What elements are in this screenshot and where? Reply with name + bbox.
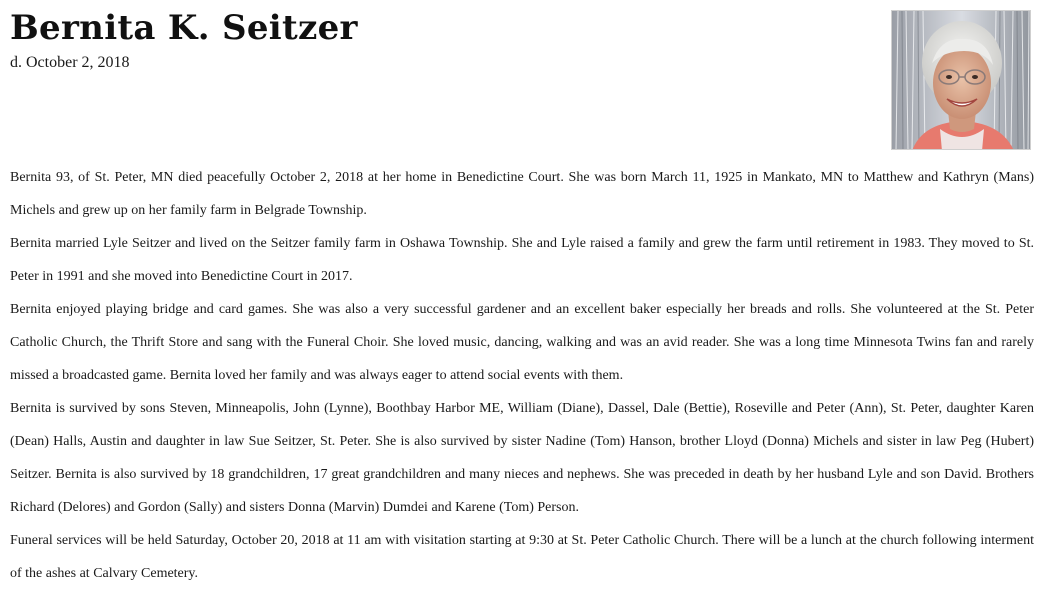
obituary-paragraph: Funeral services will be held Saturday, October 20, 2018 at 11 am with visitation starting at 9:30 at St. Peter Catholic Church. There will be a lunch at the church following interment of the ashes at Calvary Cemetery. [10, 533, 1034, 581]
deceased-name: Bernita K. Seitzer [10, 8, 358, 48]
obituary-paragraph: Bernita enjoyed playing bridge and card games. She was also a very successful gardener and an excellent baker especially her breads and rolls. She volunteered at the St. Peter Catholic Church, the Thrift Store and sang with the Funeral Choir. She loved music, dancing, walking and was an avid reader. She was a long time Minnesota Twins fan and rarely missed a broadcasted game. Bernita loved her family and was always eager to attend social events with them. [10, 302, 1034, 383]
obituary-text [10, 161, 1034, 590]
death-date: d. October 2, 2018 [10, 54, 130, 71]
portrait-photo [891, 10, 1031, 150]
obituary-header [10, 6, 358, 73]
obituary-paragraph: Bernita 93, of St. Peter, MN died peacefully October 2, 2018 at her home in Benedictine Court. She was born March 11, 1925 in Mankato, MN to Matthew and Kathryn (Mans) Michels and grew up on her family farm in Belgrade Township. [10, 170, 1034, 218]
portrait-photo-icon [892, 11, 1031, 150]
obituary-paragraph: Bernita is survived by sons Steven, Minneapolis, John (Lynne), Boothbay Harbor ME, William (Diane), Dassel, Dale (Bettie), Roseville and Peter (Ann), St. Peter, daughter Karen (Dean) Halls, Austin and daughter in law Sue Seitzer, St. Peter. She is also survived by sister Nadine (Tom) Hanson, brother Lloyd (Donna) Michels and sister in law Peg (Hubert) Seitzer. Bernita is also survived by 18 grandchildren, 17 great grandchildren and many nieces and nephews. She was preceded in death by her husband Lyle and son David. Brothers Richard (Delores) and Gordon (Sally) and sisters Donna (Marvin) Dumdei and Karene (Tom) Person. [10, 401, 1034, 515]
obituary-paragraph: Bernita married Lyle Seitzer and lived on the Seitzer family farm in Oshawa Township. She and Lyle raised a family and grew the farm until retirement in 1983. They moved to St. Peter in 1991 and she moved into Benedictine Court in 2017. [10, 236, 1034, 284]
